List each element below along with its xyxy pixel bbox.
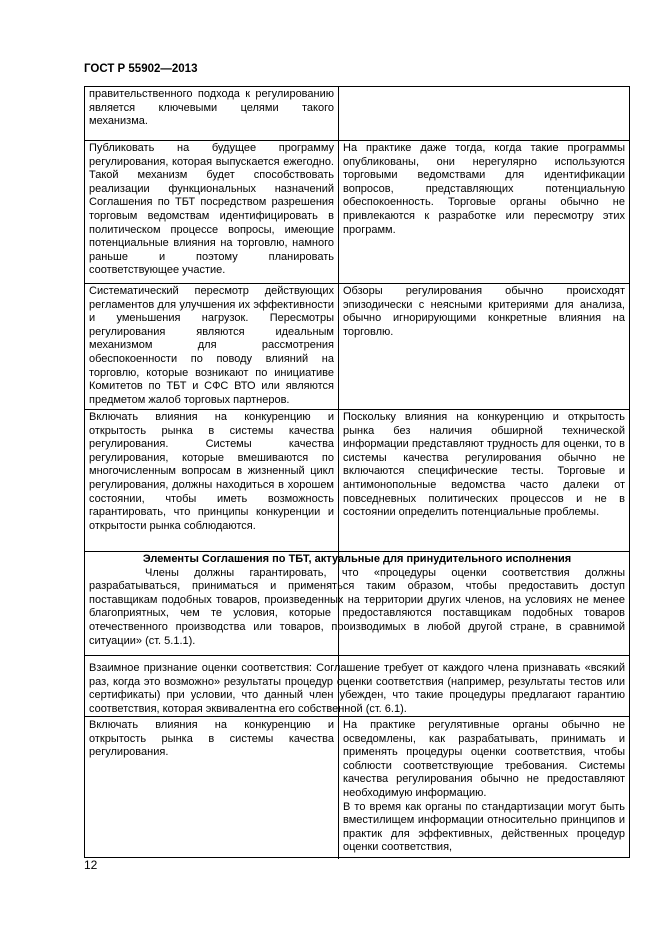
table-row [85,87,629,140]
table-cell-left: Включать влияния на конкуренцию и открытость рынка в системы качества регулирования. Системы качества регулирования, которые вмешиваются по многочисленным вопросам в жизненный цикл регулирования, должны находиться в хорошем состоянии, чтобы иметь возможность гарантировать, что принципы конкуренции и открытости рынка соблюдаются. [89,411,334,532]
table-row [85,716,629,859]
table-row [85,409,629,551]
table-cell-left: правительственного подхода к регулированию является ключевыми целями такого механизма. [89,88,334,128]
table-section-row [85,551,629,655]
table-cell-right: Обзоры регулирования обычно происходят эпизодически с неясными критериями для анализа, обычно игнорирующими конкретные влияния на торговлю. [338,284,629,409]
cell-paragraph: На практике регулятивные органы обычно не осведомлены, как разрабатывать, принимать и применять процедуры оценки соответствия, чтобы соблюсти соответствующие требования. Системы качества регулирования обычно не предоставляют необходимую информацию. [343,719,625,799]
section-title: Элементы Соглашения по ТБТ, актуальные для принудительного исполнения [142,553,572,565]
table-cell-left: Публиковать на будущее программу регулирования, которая выпускается ежегодно. Такой механизм будет способствовать реализации функциональных назначений Соглашения по ТБТ посредством разрешения торговым ведомствам идентифицировать в политическом процессе вопросы, имеющие потенциальные влияния на торговлю, намного раньше и поэтому планировать соответствующее участие. [89,142,334,277]
mutual-recognition-text: Взаимное признание оценки соответствия: Соглашение требует от каждого члена признавать «всякий раз, когда это возможно» результаты процедур оценки соответствия (например, результаты тестов или сертификаты) при условии, что данный член убежден, что такие процедуры предлагают гарантию соответствия, которая эквивалентна его собственной (ст. 6.1). [89,662,625,715]
section-block [85,552,629,655]
page-number: 12 [84,858,98,872]
table-row [85,283,629,409]
table-section-row [85,655,629,716]
table-cell-right [338,717,629,859]
table-cell-left: Включать влияния на конкуренцию и открытость рынка в системы качества регулирования. [89,719,334,759]
document-header: ГОСТ Р 55902—2013 [84,63,198,75]
table-row [85,140,629,283]
section-paragraph: Члены должны гарантировать, что «процедуры оценки соответствия должны разрабатываться, приниматься и применяться таким образом, чтобы предоставить доступ поставщикам подобных товаров, произведенных на территории других членов, на условиях не менее благоприятных, чем те условия, которые предоставляются поставщикам подобных товаров отечественного производства или товаров, производимых в любой другой стране, в сравнимой ситуации» (ст. 5.1.1). [89,566,625,647]
comparison-table [84,86,630,858]
table-cell-right: На практике даже тогда, когда такие программы опубликованы, они нерегулярно используются торговыми ведомствами для идентификации вопросов, представляющих потенциальную обеспокоенность. Торговые органы обычно не привлекаются к разработке или пересмотру этих программ. [338,141,629,283]
table-cell-right: Поскольку влияния на конкуренцию и открытость рынка без наличия обширной технической информации представляют трудность для оценки, то в системы качества регулирования обычно не включаются специфические тесты. Торговые и антимонопольные ведомства часто далеки от повседневных политических процессов и не в состоянии определить потенциальные проблемы. [338,410,629,551]
table-cell-right [338,87,629,140]
cell-paragraph: В то время как органы по стандартизации могут быть вместилищем информации относительно принципов и практик для эффективных, действенных процедур оценки соответствия, [343,800,625,854]
table-cell-left: Систематический пересмотр действующих регламентов для улучшения их эффективности и уменьшения нагрузок. Пересмотры регулирования являются идеальным механизмом для рассмотрения обеспокоенности по поводу влияний на торговлю, которые возникают по инициативе Комитетов по ТБТ и СФС ВТО или являются предметом жалоб торговых партнеров. [89,285,334,406]
